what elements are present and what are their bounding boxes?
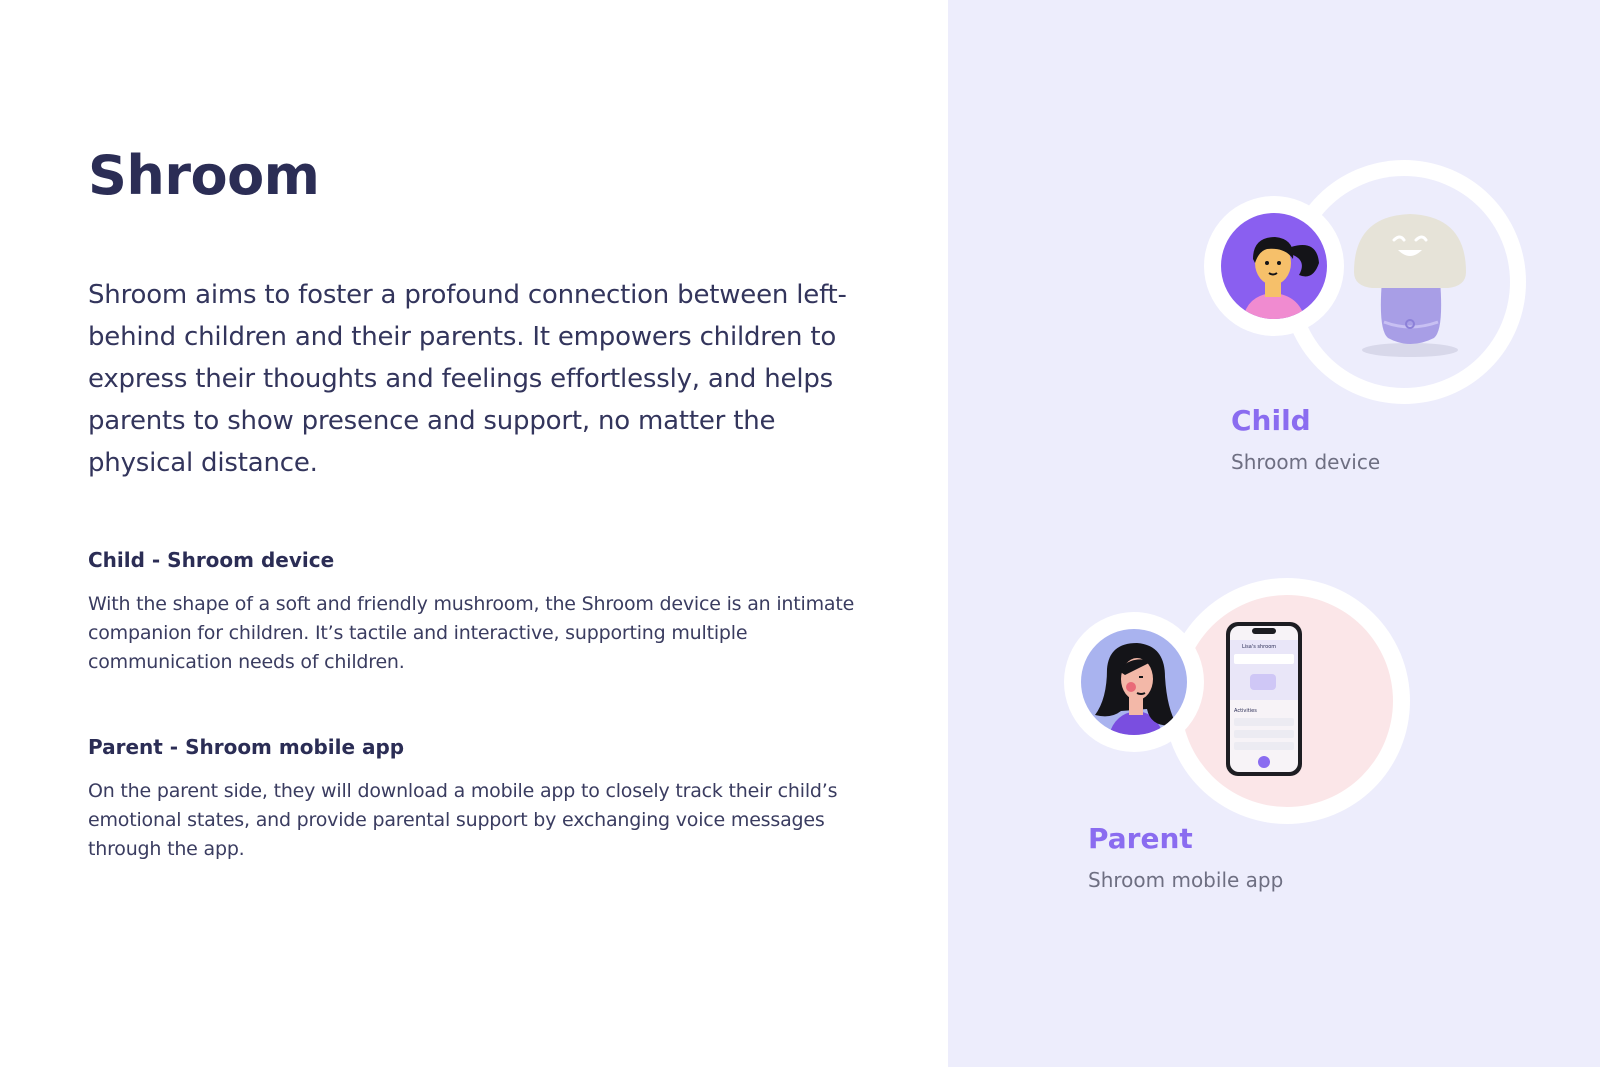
phone-screen-section: Activities	[1234, 708, 1257, 714]
child-avatar-ring	[1204, 196, 1344, 336]
parent-section-body: On the parent side, they will download a mobile app to closely track their child’s emotional states, and provide parental support by exchanging voice messages through the app.	[88, 780, 838, 860]
child-role-sub: Shroom device	[1231, 450, 1381, 474]
child-section-body: With the shape of a soft and friendly mushroom, the Shroom device is an intimate companion for children. It’s tactile and interactive, supporting multiple communication needs of children.	[88, 593, 855, 673]
child-section-heading: Child - Shroom device	[88, 548, 335, 572]
parent-avatar-ring	[1064, 612, 1204, 752]
mushroom-device-icon	[1348, 210, 1478, 360]
parent-role-label: Parent	[1088, 822, 1193, 855]
parent-section-heading: Parent - Shroom mobile app	[88, 735, 405, 759]
phone-screen-title: Lisa's shroom	[1242, 644, 1277, 650]
parent-avatar	[1081, 629, 1187, 735]
child-avatar-icon	[1221, 213, 1327, 319]
phone-app-icon	[1222, 620, 1306, 780]
parent-role-sub: Shroom mobile app	[1088, 868, 1284, 892]
illustration-panel	[948, 0, 1600, 1067]
page-title: Shroom	[88, 144, 320, 207]
parent-avatar-icon	[1081, 629, 1187, 735]
child-avatar	[1221, 213, 1327, 319]
child-role-label: Child	[1231, 404, 1311, 437]
intro-paragraph: Shroom aims to foster a profound connection between left-behind children and their parents. It empowers children to express their thoughts and feelings effortlessly, and helps parents to show presence and support, no matter the physical distance.	[88, 280, 847, 478]
